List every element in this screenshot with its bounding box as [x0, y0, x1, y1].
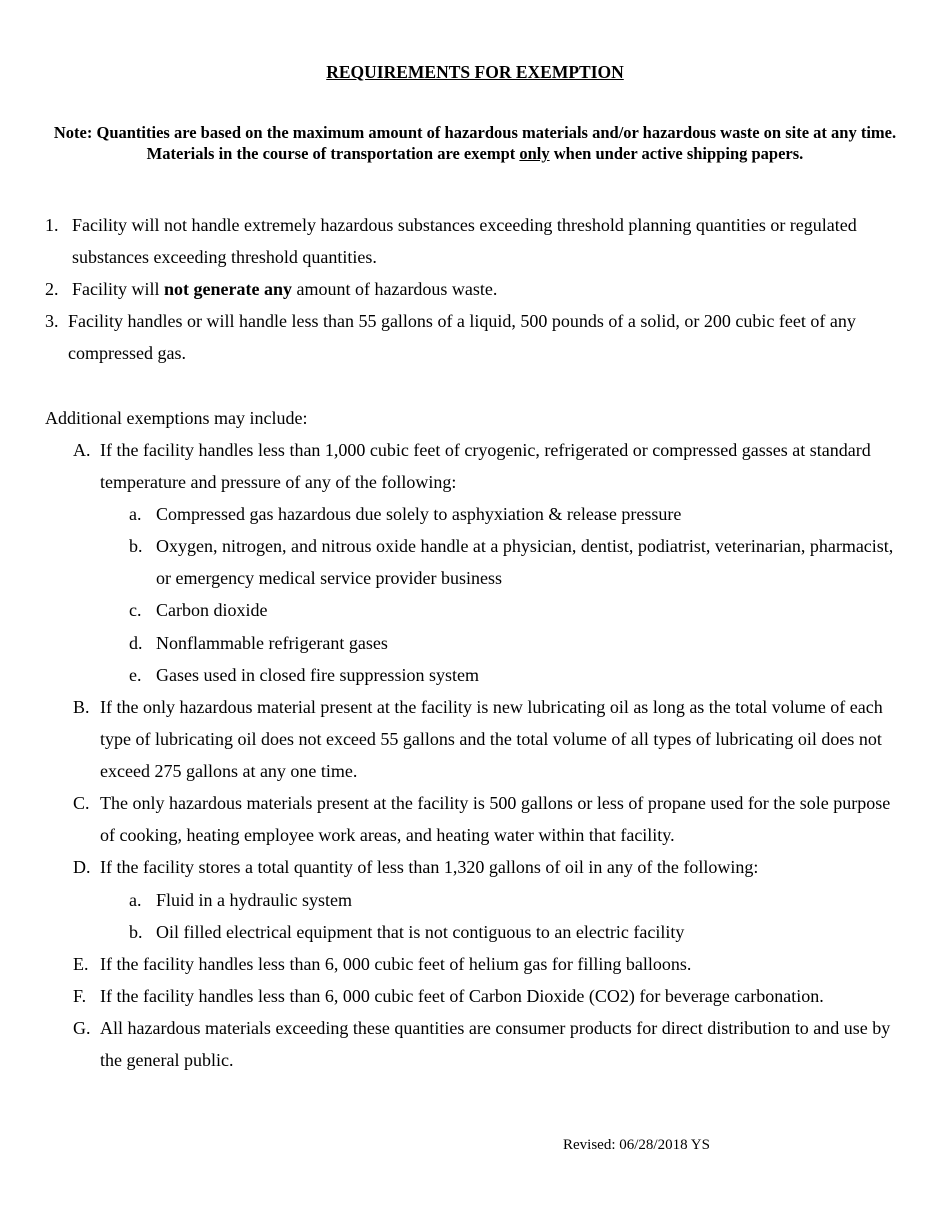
sub-item-text: Compressed gas hazardous due solely to asphyxiation & release pressure: [156, 504, 682, 524]
exemption-text: All hazardous materials exceeding these quantities are consumer products for direct distribution to and use by the general public.: [100, 1018, 891, 1070]
sub-item-text: Nonflammable refrigerant gases: [156, 633, 388, 653]
note-emphasis: only: [519, 144, 550, 163]
list-marker: e.: [129, 665, 142, 685]
requirement-text: Facility handles or will handle less than 55 gallons of a liquid, 500 pounds of a solid, or 200 cubic feet of any compressed gas.: [68, 311, 856, 363]
list-marker: D.: [73, 857, 91, 877]
sub-item-text: Fluid in a hydraulic system: [156, 890, 352, 910]
exemption-text: If the only hazardous material present at the facility is new lubricating oil as long as the total volume of each type of lubricating oil does not exceed 55 gallons and the total volume of all types of lubricating oil does not exceed 275 gallons at any one time.: [100, 697, 883, 781]
list-marker: 1.: [45, 215, 59, 235]
note-text-end: when under active shipping papers.: [549, 144, 804, 163]
additional-heading: Additional exemptions may include:: [45, 408, 308, 428]
requirement-text: Facility will not handle extremely hazardous substances exceeding threshold planning quantities or regulated substances exceeding threshold quantities.: [72, 215, 857, 267]
list-marker: E.: [73, 954, 89, 974]
exemption-text: If the facility stores a total quantity of less than 1,320 gallons of oil in any of the following:: [100, 857, 759, 877]
sub-item-text: Carbon dioxide: [156, 600, 268, 620]
list-marker: a.: [129, 504, 142, 524]
sub-item-text: Gases used in closed fire suppression system: [156, 665, 479, 685]
list-marker: 2.: [45, 279, 59, 299]
revision-footer: Revised: 06/28/2018 YS: [563, 1137, 710, 1153]
exemption-text: If the facility handles less than 6, 000 cubic feet of Carbon Dioxide (CO2) for beverage carbonation.: [100, 986, 824, 1006]
note-text: Note: Quantities are based on the maximum amount of hazardous materials and/or hazardous waste on site at any time. Materials in the course of transportation are exempt: [53, 123, 897, 163]
list-marker: b.: [129, 922, 143, 942]
requirement-bold-text: not generate any: [164, 279, 292, 299]
note-paragraph: [40, 122, 910, 164]
requirement-text: [72, 273, 906, 305]
list-marker: F.: [73, 986, 87, 1006]
exemption-text: If the facility handles less than 6, 000 cubic feet of helium gas for filling balloons.: [100, 954, 692, 974]
list-marker: A.: [73, 440, 91, 460]
list-marker: b.: [129, 536, 143, 556]
exemption-text: If the facility handles less than 1,000 cubic feet of cryogenic, refrigerated or compressed gasses at standard temperature and pressure of any of the following:: [100, 440, 871, 492]
sub-item-text: Oxygen, nitrogen, and nitrous oxide handle at a physician, dentist, podiatrist, veterinarian, pharmacist, or emergency medical service provider business: [156, 536, 894, 588]
requirement-text-part: amount of hazardous waste.: [291, 279, 498, 299]
list-marker: 3.: [45, 311, 59, 331]
list-marker: d.: [129, 633, 143, 653]
exemption-text: The only hazardous materials present at the facility is 500 gallons or less of propane used for the sole purpose of cooking, heating employee work areas, and heating water within that facility.: [100, 793, 891, 845]
list-marker: c.: [129, 600, 142, 620]
list-marker: C.: [73, 793, 90, 813]
list-marker: G.: [73, 1018, 91, 1038]
sub-item-text: Oil filled electrical equipment that is not contiguous to an electric facility: [156, 922, 685, 942]
requirement-text-part: Facility will: [72, 279, 164, 299]
list-marker: a.: [129, 890, 142, 910]
document-title: REQUIREMENTS FOR EXEMPTION: [326, 62, 624, 82]
list-marker: B.: [73, 697, 90, 717]
